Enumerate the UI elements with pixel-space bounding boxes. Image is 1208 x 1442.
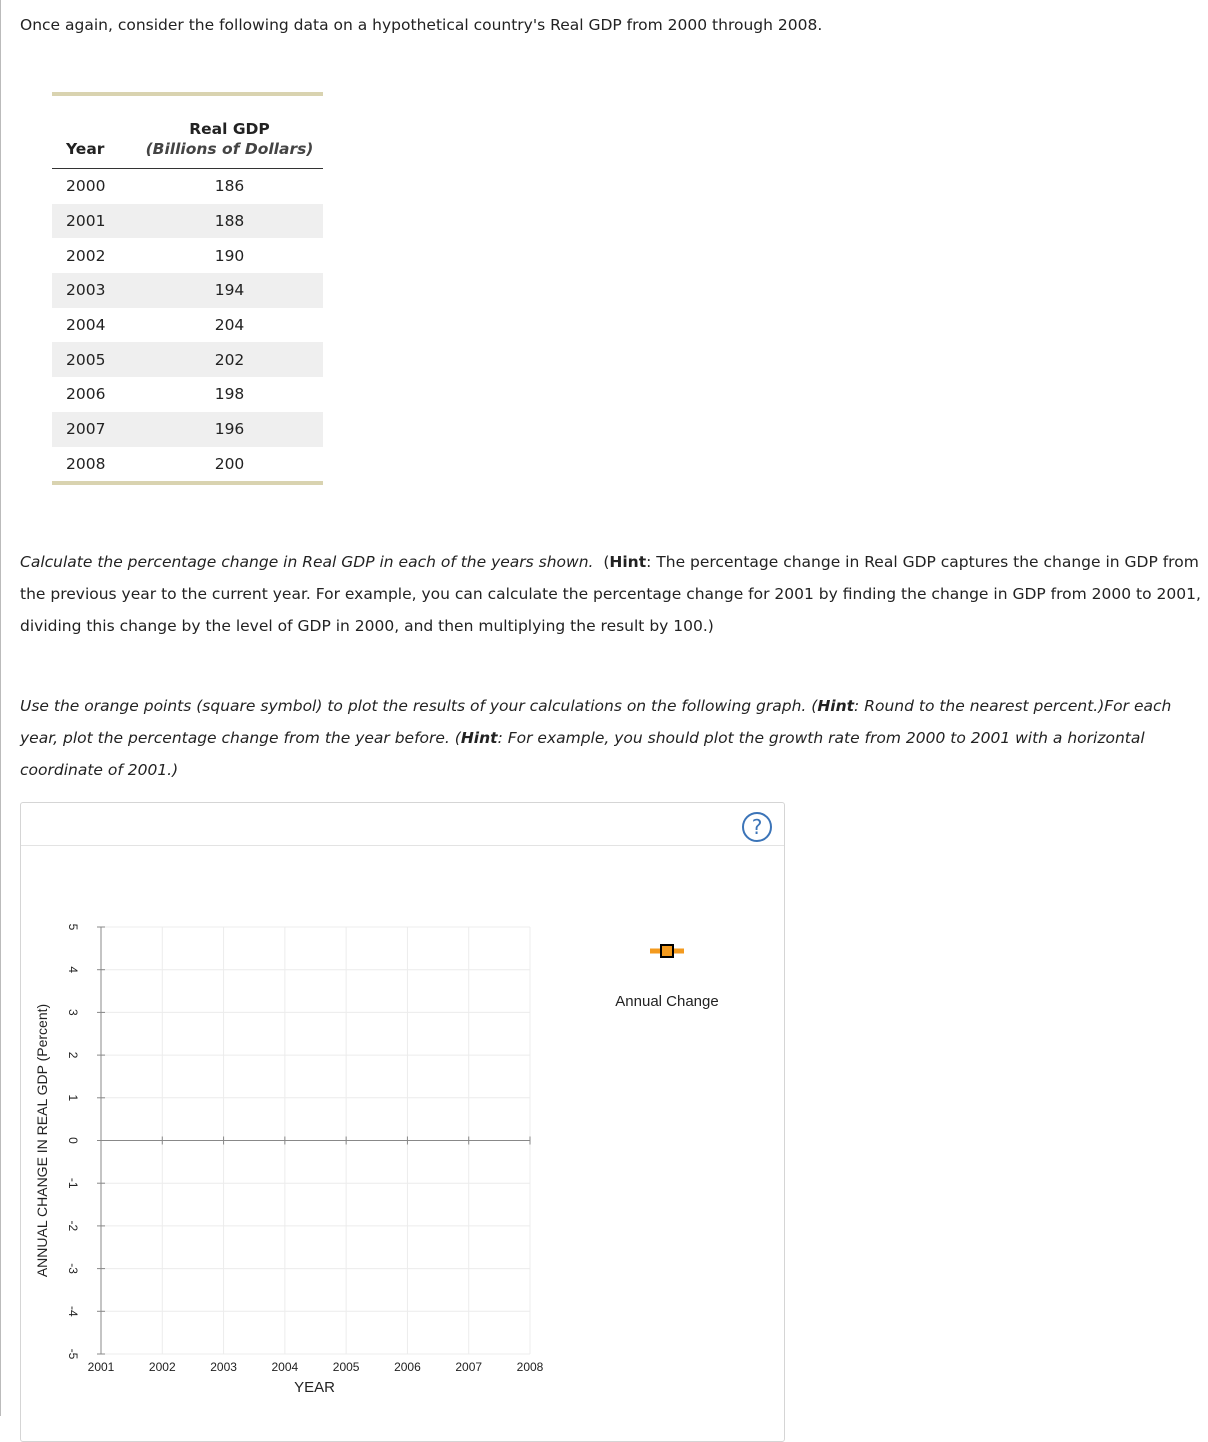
y-tick-label: -4 [66,1305,80,1317]
chart[interactable] [21,847,784,1417]
y-tick-label: 5 [66,923,80,931]
y-tick-label: 3 [66,1009,80,1016]
table-row: 2006 198 [66,385,245,404]
header-gdp: Real GDP [189,120,270,138]
y-axis-title: ANNUAL CHANGE IN REAL GDP (Percent) [34,1003,50,1278]
table-row: 2000 186 [66,177,245,196]
table-row: 2008 200 [66,454,245,473]
table-row: 2007 196 [52,412,323,447]
instructions-calculate: Calculate the percentage change in Real GDP in each of the years shown. (Hint: The percentage change in Real GDP captures the change in GDP from the previous year to the current year. For example, you can calculate the percentage change for 2001 by finding the change in GDP from 2000 to 2001, dividing this change by the level of GDP in 2000, and then multiplying the result by 100.) [20,553,1201,635]
x-tick-label: 2004 [271,1360,299,1374]
x-tick-label: 2001 [87,1360,115,1374]
header-year: Year [52,138,136,169]
y-tick-label: -5 [66,1348,80,1360]
table-row: 2004 204 [66,316,245,335]
y-tick-label: -1 [66,1177,80,1189]
legend-label: Annual Change [615,993,719,1010]
table-row: 2005 202 [52,342,323,377]
x-tick-label: 2002 [148,1360,176,1374]
header-unit: (Billions of Dollars) [136,138,323,169]
gdp-table [52,92,323,485]
x-tick-label: 2007 [455,1360,483,1374]
y-tick-label: 1 [66,1094,80,1102]
table-row: 2001 188 [52,204,323,239]
x-axis-title: YEAR [294,1379,335,1396]
table-row: 2003 194 [52,273,323,308]
y-tick-label: 0 [66,1137,80,1144]
graph-toolbar [21,803,784,846]
x-tick-label: 2006 [394,1360,421,1374]
help-icon[interactable]: ? [742,812,772,842]
y-tick-label: 2 [66,1051,80,1059]
instructions-plot: Use the orange points (square symbol) to plot the results of your calculations on the following graph. (Hint: Round to the nearest percent.)For each year, plot the percentage change from the year before. (Hint: For example, you should plot the growth rate from 2000 to 2001 with a horizontal coordinate of 2001.) [20,697,1172,779]
y-tick-label: 4 [66,966,80,974]
y-tick-label: -3 [66,1263,80,1274]
x-tick-label: 2003 [210,1360,237,1374]
graph-panel [20,802,785,1442]
table-row: 2002 190 [66,246,245,265]
x-tick-label: 2008 [516,1360,544,1374]
x-tick-label: 2005 [332,1360,360,1374]
intro-text: Once again, consider the following data on a hypothetical country's Real GDP from 2000 through 2008. [20,16,823,34]
y-tick-label: -2 [66,1220,80,1232]
legend-square-icon[interactable] [661,945,673,957]
